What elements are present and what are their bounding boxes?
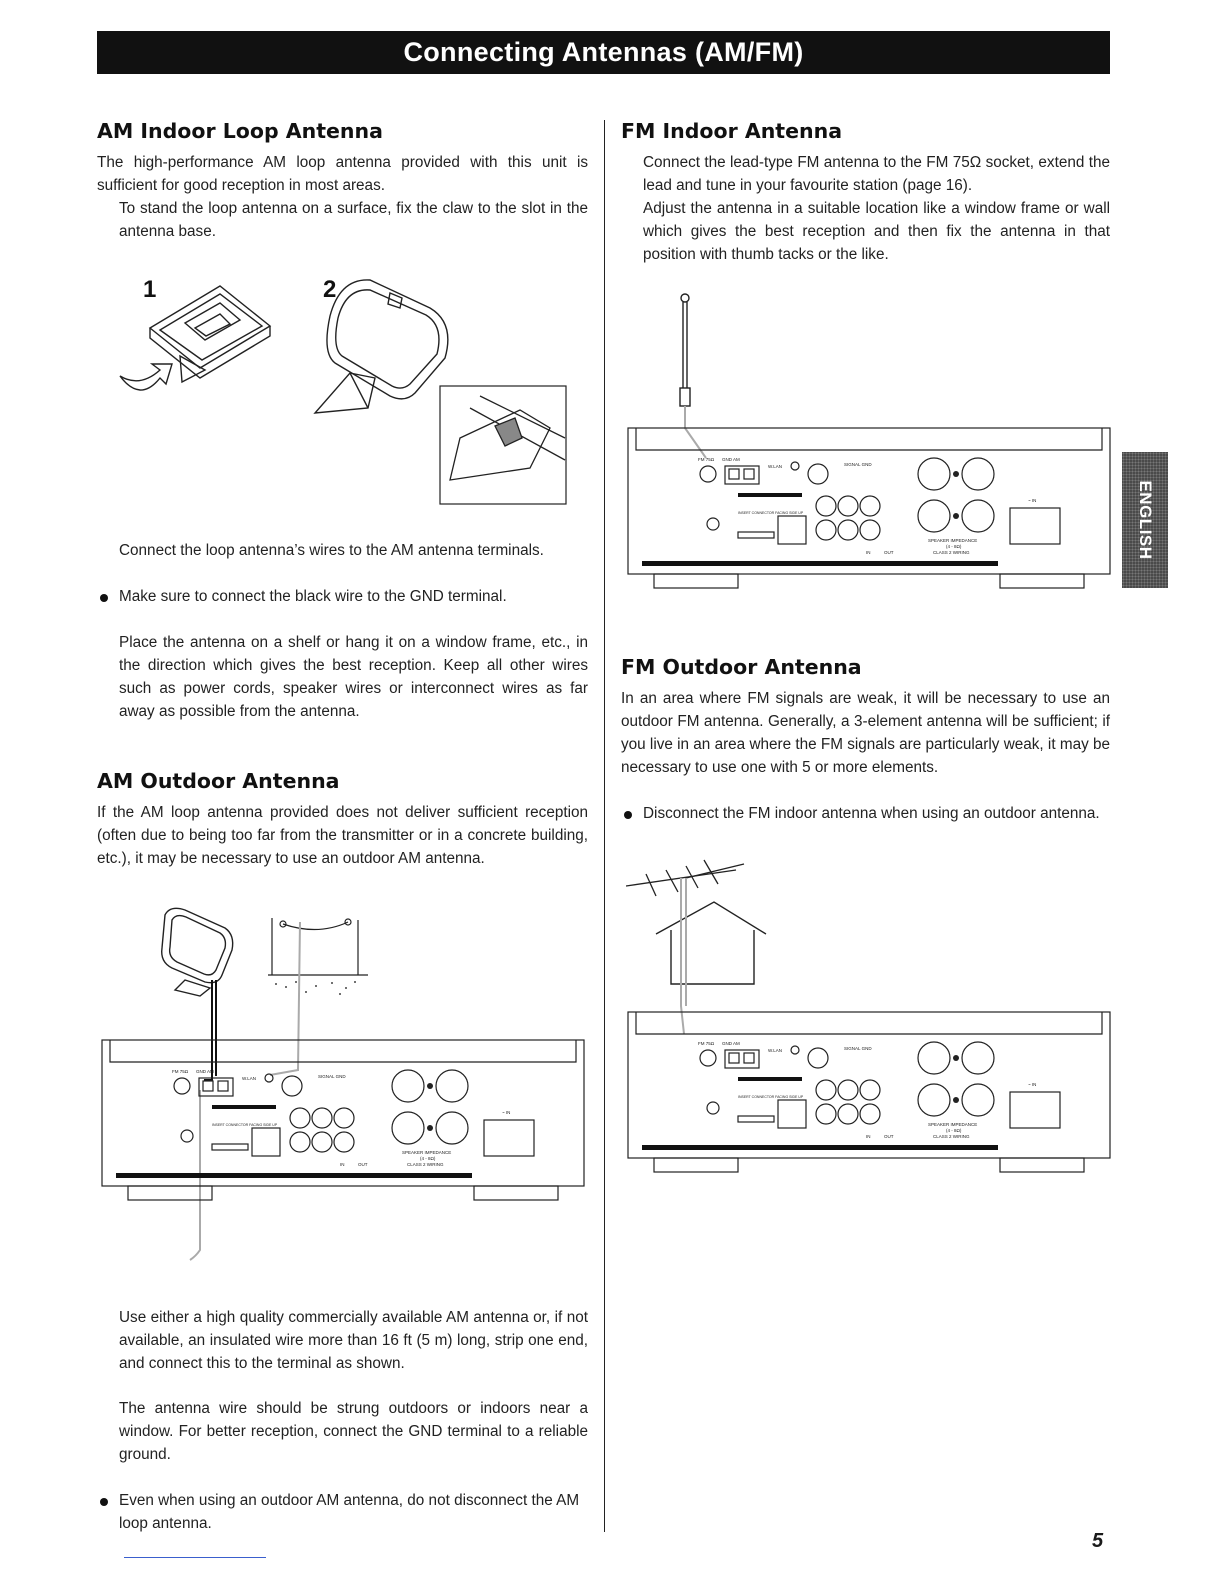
rca-jack — [838, 1104, 858, 1124]
am-terminal-right — [744, 469, 754, 479]
amplifier-rear-panel — [628, 428, 1110, 588]
speaker-terminal — [918, 458, 950, 490]
loop-antenna-illustration — [110, 268, 580, 508]
am-use-text: Use either a high quality commercially available AM antenna or, if not available, an insulated wire more than 16 ft (5 m) long, strip one end, and connect this to the terminal as shown. — [119, 1309, 588, 1372]
terminal-dot — [953, 513, 959, 519]
am-terminal-left — [203, 1081, 213, 1091]
fm-disconnect-bullet — [624, 802, 1110, 825]
in-label: IN — [340, 1162, 345, 1167]
fm-indoor-illustration — [626, 288, 1114, 598]
fm-socket — [174, 1078, 190, 1094]
bullet-dot — [624, 811, 632, 819]
antenna-bar — [738, 493, 802, 497]
wlan-label: W.LAN — [242, 1076, 257, 1081]
fm-outdoor-heading: FM Outdoor Antenna — [621, 655, 862, 679]
out-label: OUT — [358, 1162, 368, 1167]
rca-jack — [312, 1108, 332, 1128]
system-port — [707, 1102, 719, 1114]
wlan-label: W.LAN — [768, 1048, 783, 1053]
insert-label: INSERT CONNECTOR FACING SIDE UP — [738, 511, 804, 515]
signal-gnd-post — [808, 464, 828, 484]
column-divider — [604, 120, 605, 1532]
language-tab: ENGLISH — [1122, 452, 1168, 588]
rca-jack — [312, 1132, 332, 1152]
am-loop-bullet — [100, 1489, 588, 1535]
page-title: Connecting Antennas (AM/FM) — [97, 31, 1110, 74]
fm-indoor-p2: Adjust the antenna in a suitable location like a window frame or wall which gives the best reception and then fix the antenna in that position with thumb tacks or the like. — [643, 200, 1110, 263]
out-label: OUT — [884, 550, 894, 555]
bullet-text: Even when using an outdoor AM antenna, do not disconnect the AM loop antenna. — [119, 1492, 580, 1532]
insert-label: INSERT CONNECTOR FACING SIDE UP — [738, 1095, 804, 1099]
panel-foot-right — [474, 1186, 558, 1200]
bullet-dot — [100, 1498, 108, 1506]
impedance-value: (4 - 8Ω) — [420, 1156, 436, 1161]
amplifier-rear-panel — [628, 1012, 1110, 1172]
speaker-terminal — [918, 1042, 950, 1074]
speaker-terminal — [436, 1070, 468, 1102]
class2-label: CLASS 2 WIRING — [407, 1162, 444, 1167]
am-outdoor-heading: AM Outdoor Antenna — [97, 769, 340, 793]
ethernet-port — [778, 516, 806, 544]
am-outdoor-illustration — [100, 900, 588, 1270]
rca-jack — [334, 1132, 354, 1152]
speaker-terminal — [962, 1084, 994, 1116]
panel-foot-left — [654, 574, 738, 588]
am-terminal-right — [744, 1053, 754, 1063]
signal-gnd-label: SIGNAL GND — [318, 1074, 346, 1079]
fm-label: FM 75Ω — [172, 1069, 189, 1074]
wlan-socket — [265, 1074, 273, 1082]
speaker-terminal — [392, 1070, 424, 1102]
gnd-am-label: GND AM — [722, 457, 740, 462]
rca-jack — [816, 520, 836, 540]
antenna-bar — [738, 1077, 802, 1081]
rca-jack — [838, 520, 858, 540]
antenna-bar — [212, 1105, 276, 1109]
panel-label-bar — [642, 1145, 998, 1150]
terminal-dot — [953, 471, 959, 477]
panel-foot-right — [1000, 1158, 1084, 1172]
speaker-terminal — [962, 458, 994, 490]
speaker-terminal — [962, 1042, 994, 1074]
panel-top-lip — [636, 1012, 1102, 1034]
bullet-text: Make sure to connect the black wire to the GND terminal. — [119, 588, 507, 605]
fm-outdoor-illustration — [626, 856, 1114, 1186]
signal-gnd-post — [282, 1076, 302, 1096]
impedance-value: (4 - 8Ω) — [946, 1128, 962, 1133]
step-2-label: 2 — [323, 276, 337, 303]
class2-label: CLASS 2 WIRING — [933, 1134, 970, 1139]
am-gnd-bullet — [100, 585, 588, 608]
panel-top-lip — [636, 428, 1102, 450]
wlan-label: W.LAN — [768, 464, 783, 469]
panel-label-bar — [116, 1173, 472, 1178]
am-outdoor-intro: If the AM loop antenna provided does not deliver sufficient reception (often due to being too far from the transmitter or in a concrete building, etc.), it may be necessary to use an outdoor AM antenna. — [97, 804, 588, 867]
signal-gnd-label: SIGNAL GND — [844, 1046, 872, 1051]
usb-port — [738, 532, 774, 538]
out-label: OUT — [884, 1134, 894, 1139]
fm-socket — [700, 466, 716, 482]
signal-gnd-post — [808, 1048, 828, 1068]
usb-port — [738, 1116, 774, 1122]
speaker-terminal — [962, 500, 994, 532]
ac-in-label: ~ IN — [1028, 1082, 1037, 1087]
bullet-text: Disconnect the FM indoor antenna when using an outdoor antenna. — [643, 805, 1100, 822]
impedance-label: SPEAKER IMPEDANCE — [928, 1122, 978, 1127]
am-terminal-right — [218, 1081, 228, 1091]
ethernet-port — [778, 1100, 806, 1128]
terminal-dot — [953, 1097, 959, 1103]
am-terminal-left — [729, 469, 739, 479]
am-terminal-left — [729, 1053, 739, 1063]
rca-jack — [816, 496, 836, 516]
am-strung-text: The antenna wire should be strung outdoors or indoors near a window. For better reception, connect the GND terminal to a reliable ground. — [119, 1400, 588, 1463]
rca-jack — [816, 1080, 836, 1100]
terminal-dot — [427, 1083, 433, 1089]
ac-inlet — [484, 1120, 534, 1156]
rca-jack — [860, 1080, 880, 1100]
speaker-terminal — [918, 1084, 950, 1116]
wlan-socket — [791, 462, 799, 470]
gnd-am-label: GND AM — [722, 1041, 740, 1046]
am-indoor-heading: AM Indoor Loop Antenna — [97, 119, 383, 143]
gnd-am-label: GND AM — [196, 1069, 214, 1074]
rca-jack — [290, 1132, 310, 1152]
fm-indoor-heading: FM Indoor Antenna — [621, 119, 843, 143]
terminal-dot — [953, 1055, 959, 1061]
panel-foot-right — [1000, 574, 1084, 588]
rca-jack — [290, 1108, 310, 1128]
in-label: IN — [866, 1134, 871, 1139]
fm-indoor-p1: Connect the lead-type FM antenna to the FM 75Ω socket, extend the lead and tune in your favourite station (page 16). — [643, 154, 1110, 194]
in-label: IN — [866, 550, 871, 555]
rca-jack — [838, 1080, 858, 1100]
usb-port — [212, 1144, 248, 1150]
speaker-terminal — [392, 1112, 424, 1144]
page-number: 5 — [1092, 1530, 1104, 1552]
impedance-label: SPEAKER IMPEDANCE — [402, 1150, 452, 1155]
system-port — [707, 518, 719, 530]
signal-gnd-label: SIGNAL GND — [844, 462, 872, 467]
fm-outdoor-p1: In an area where FM signals are weak, it will be necessary to use an outdoor FM antenna. Generally, a 3-element antenna will be sufficient; if you live in an area where the FM signals are particularly weak, it may be necessary to use one with 5 or more elements. — [621, 690, 1110, 776]
am-connect-text: Connect the loop antenna’s wires to the AM antenna terminals. — [119, 542, 544, 559]
amplifier-rear-panel — [102, 1040, 584, 1200]
ac-in-label: ~ IN — [502, 1110, 511, 1115]
class2-label: CLASS 2 WIRING — [933, 550, 970, 555]
rca-jack — [334, 1108, 354, 1128]
impedance-label: SPEAKER IMPEDANCE — [928, 538, 978, 543]
ethernet-port — [252, 1128, 280, 1156]
rca-jack — [860, 520, 880, 540]
system-port — [181, 1130, 193, 1142]
panel-label-bar — [642, 561, 998, 566]
insert-label: INSERT CONNECTOR FACING SIDE UP — [212, 1123, 278, 1127]
fm-label: FM 75Ω — [698, 1041, 715, 1046]
bullet-dot — [100, 594, 108, 602]
rca-jack — [860, 1104, 880, 1124]
impedance-value: (4 - 8Ω) — [946, 544, 962, 549]
panel-top-lip — [110, 1040, 576, 1062]
fm-socket — [700, 1050, 716, 1066]
rca-jack — [816, 1104, 836, 1124]
terminal-dot — [427, 1125, 433, 1131]
ac-in-label: ~ IN — [1028, 498, 1037, 503]
rca-jack — [860, 496, 880, 516]
panel-foot-left — [654, 1158, 738, 1172]
ac-inlet — [1010, 508, 1060, 544]
am-indoor-intro: The high-performance AM loop antenna provided with this unit is sufficient for good reception in most areas. — [97, 154, 588, 194]
footer-line — [124, 1557, 266, 1558]
wlan-socket — [791, 1046, 799, 1054]
speaker-terminal — [918, 500, 950, 532]
ac-inlet — [1010, 1092, 1060, 1128]
speaker-terminal — [436, 1112, 468, 1144]
fm-label: FM 75Ω — [698, 457, 715, 462]
rca-jack — [838, 496, 858, 516]
step-1-label: 1 — [143, 276, 157, 303]
am-place-text: Place the antenna on a shelf or hang it on a window frame, etc., in the direction which gives the best reception. Keep all other wires such as power cords, speaker wires or interconnect wires as far away as possible from the antenna. — [119, 634, 588, 720]
am-indoor-stand: To stand the loop antenna on a surface, fix the claw to the slot in the antenna base. — [119, 200, 588, 240]
